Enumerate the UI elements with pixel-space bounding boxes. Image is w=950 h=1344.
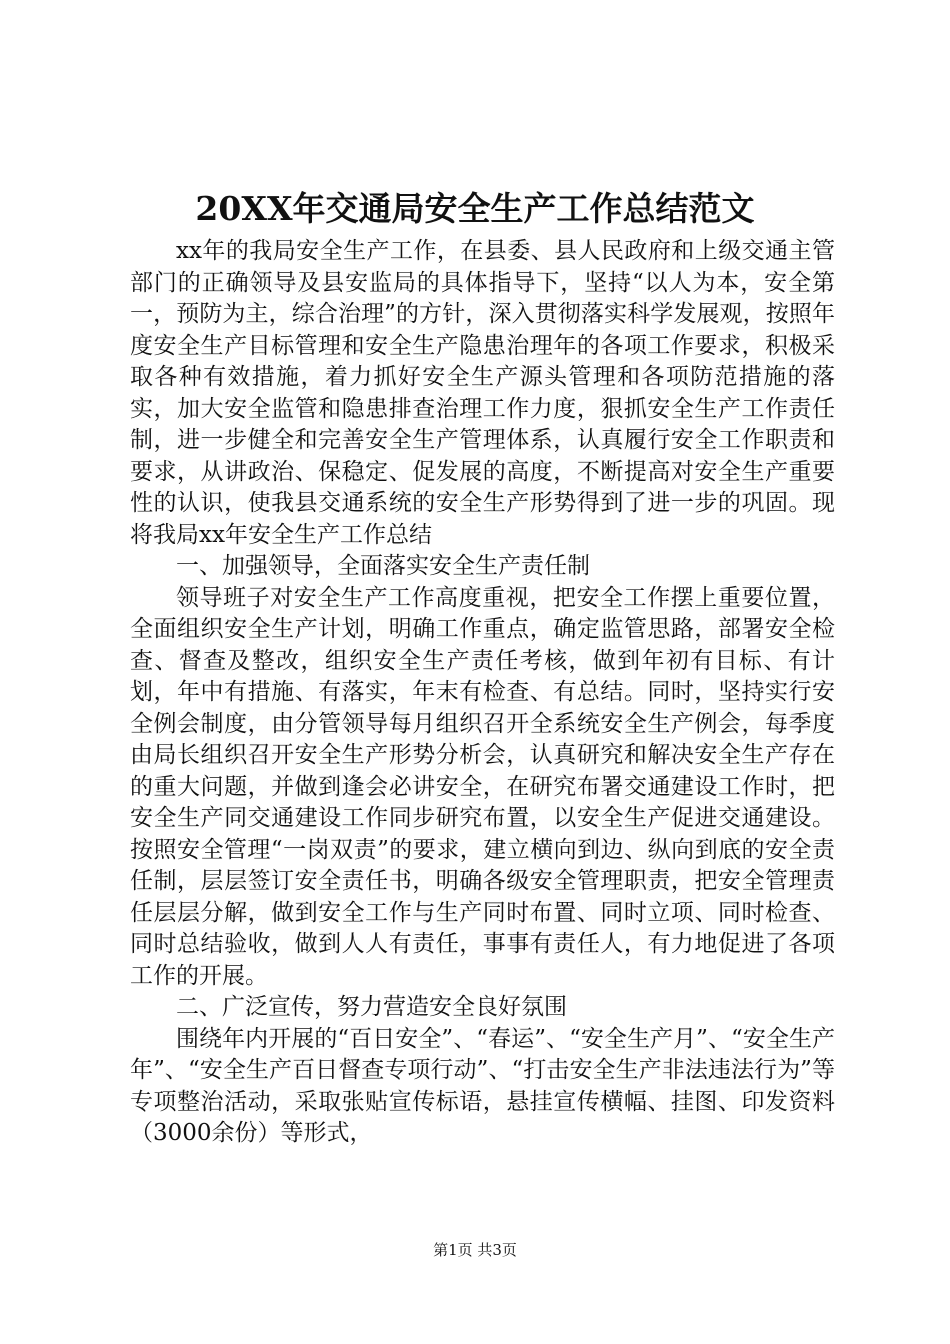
section-2-paragraph: 围绕年内开展的“百日安全”、“春运”、“安全生产月”、“安全生产年”、“安全生产百日督查专项行动”、“打击安全生产非法违法行为”等专项整治活动，采取张贴宣传标语，悬挂宣传横幅、挂图、印发资料（3000余份）等形式， bbox=[130, 1025, 835, 1146]
document-body bbox=[130, 236, 835, 1150]
section-heading-1: 一、加强领导，全面落实安全生产责任制 bbox=[176, 553, 590, 579]
section-heading-2: 二、广泛宣传，努力营造安全良好氛围 bbox=[176, 994, 567, 1020]
intro-paragraph: xx年的我局安全生产工作，在县委、县人民政府和上级交通主管部门的正确领导及县安监局的具体指导下，坚持“以人为本，安全第一，预防为主，综合治理”的方针，深入贯彻落实科学发展观，按照年度安全生产目标管理和安全生产隐患治理年的各项工作要求，积极采取各种有效措施，着力抓好安全生产源头管理和各项防范措施的落实，加大安全监管和隐患排查治理工作力度，狠抓安全生产工作责任制，进一步健全和完善安全生产管理体系，认真履行安全工作职责和要求，从讲政治、保稳定、促发展的高度，不断提高对安全生产重要性的认识，使我县交通系统的安全生产形势得到了进一步的巩固。现将我局xx年安全生产工作总结 bbox=[130, 238, 835, 548]
document-title: 20XX年交通局安全生产工作总结范文 bbox=[195, 189, 755, 228]
section-1-paragraph: 领导班子对安全生产工作高度重视，把安全工作摆上重要位置，全面组织安全生产计划，明确工作重点，确定监管思路，部署安全检查、督查及整改，组织安全生产责任考核，做到年初有目标、有计划，年中有措施、有落实，年末有检查、有总结。同时，坚持实行安全例会制度，由分管领导每月组织召开全系统安全生产例会，每季度由局长组织召开安全生产形势分析会，认真研究和解决安全生产存在的重大问题，并做到逢会必讲安全，在研究布署交通建设工作时，把安全生产同交通建设工作同步研究布置，以安全生产促进交通建设。按照安全管理“一岗双责”的要求，建立横向到边、纵向到底的安全责任制，层层签订安全责任书，明确各级安全管理职责，把安全管理责任层层分解，做到安全工作与生产同时布置、同时立项、同时检查、同时总结验收，做到人人有责任，事事有责任人，有力地促进了各项工作的开展。 bbox=[130, 584, 835, 989]
page-footer: 第1页 共3页 bbox=[433, 1241, 517, 1259]
